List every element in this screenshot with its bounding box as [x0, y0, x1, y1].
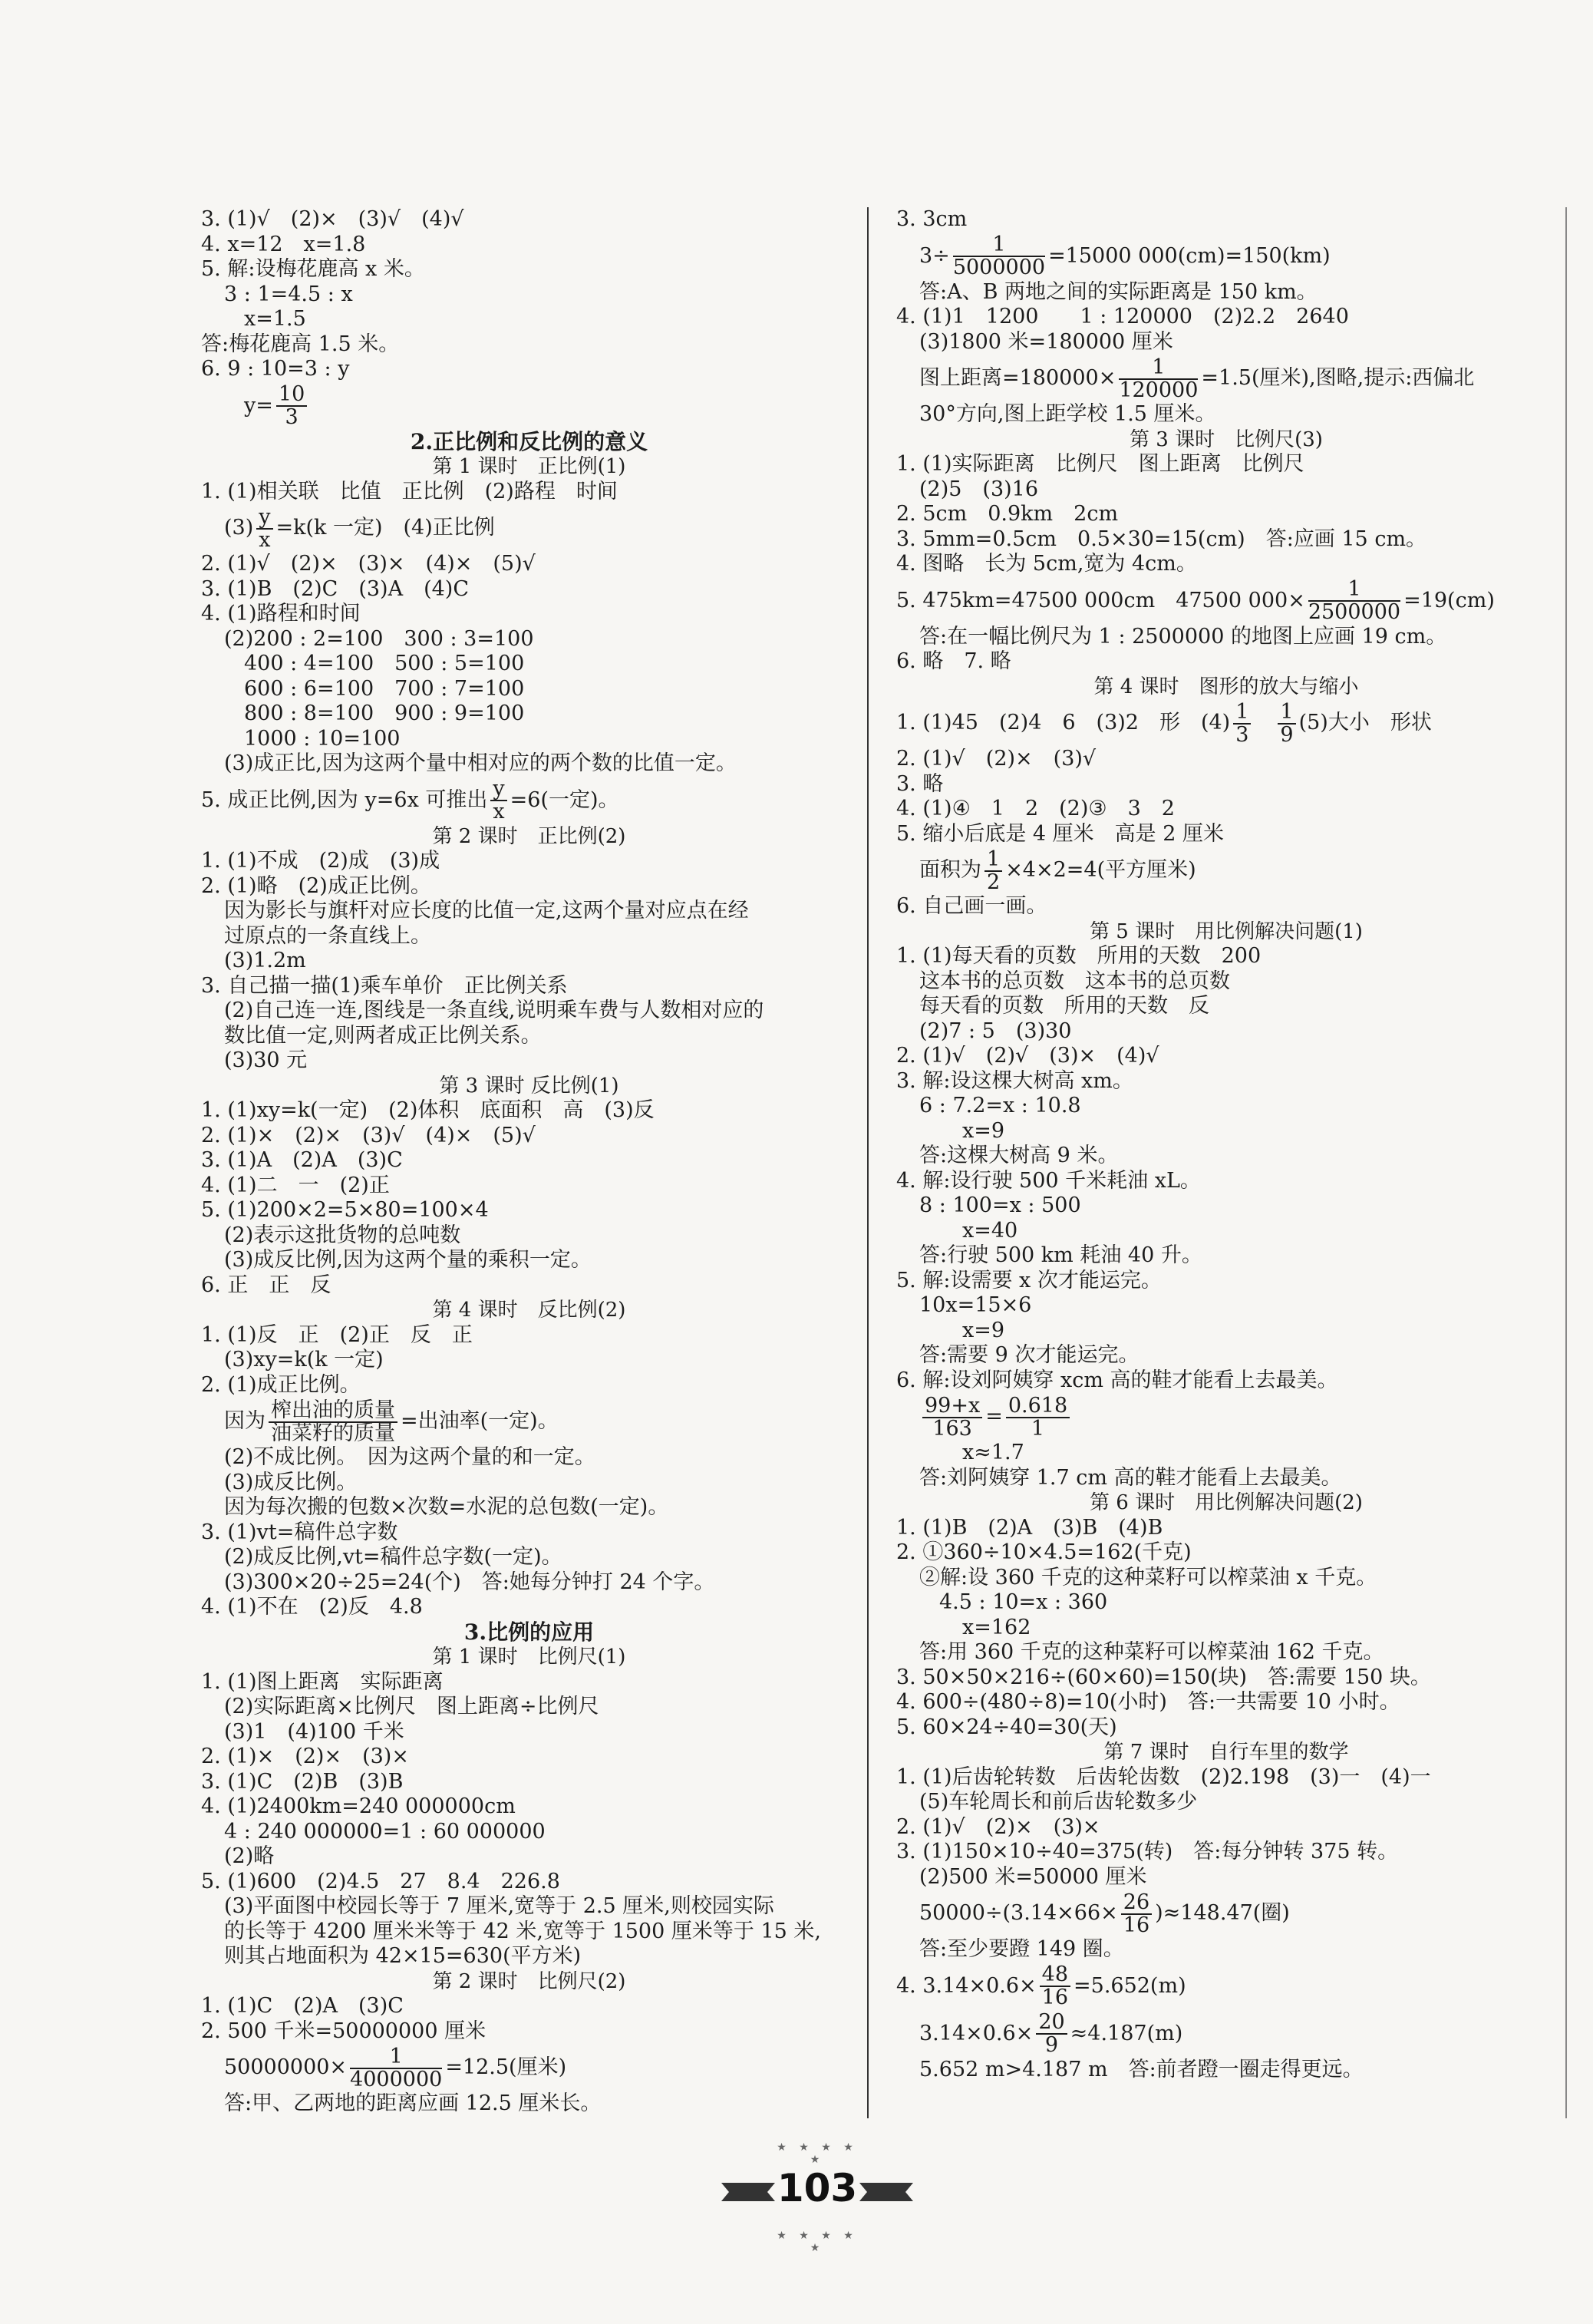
answer-line: 6. 解:设刘阿姨穿 xcm 高的鞋才能看上去最美。 — [896, 1368, 1338, 1392]
answer-line — [896, 355, 1556, 402]
answer-line: 4. 图略 长为 5cm,宽为 4cm。 — [896, 552, 1197, 576]
text: 面积为 — [919, 858, 981, 882]
denominator: 1 — [1031, 1416, 1045, 1441]
text: ≈4.187(m) — [1070, 2021, 1183, 2045]
denominator: 3 — [1235, 722, 1249, 747]
denominator: 163 — [932, 1416, 972, 1441]
numerator: 1 — [1308, 579, 1400, 602]
answer-line: 4. x=12 x=1.8 — [201, 232, 366, 256]
answer-line: 1. (1)每天看的页数 所用的天数 200 — [896, 944, 1262, 968]
text: = — [985, 1405, 1003, 1428]
lesson-title: 第 4 课时 图形的放大与缩小 — [1093, 675, 1359, 698]
answer-line: 400 : 4=100 500 : 5=100 — [244, 652, 525, 675]
text: 5. 475km=47500 000cm 47500 000× — [896, 588, 1305, 612]
text: =6(一定)。 — [510, 787, 619, 812]
answer-line: x=9 — [962, 1118, 1005, 1143]
fraction — [1119, 357, 1198, 401]
answer-line: (3)300×20÷25=24(个) 答:她每分钟打 24 个字。 — [224, 1570, 715, 1594]
lesson-title: 第 4 课时 反比例(2) — [432, 1299, 626, 1322]
text: 5. 成正比例,因为 y=6x 可推出 — [201, 787, 488, 812]
answer-line — [896, 847, 1556, 894]
answer-line: 3. 3cm — [896, 207, 968, 231]
section-title: 3.比例的应用 — [463, 1619, 595, 1645]
numerator: 26 — [1121, 1892, 1152, 1915]
answer-line: 答:用 360 千克的这种菜籽可以榨菜油 162 千克。 — [919, 1640, 1384, 1664]
answer-line: 2. (1)√ (2)× (3)√ — [896, 747, 1097, 771]
answer-line: (2)7 : 5 (3)30 — [919, 1018, 1072, 1043]
answer-line: 30°方向,图上距学校 1.5 厘米。 — [919, 402, 1216, 426]
numerator: 0.618 — [1006, 1395, 1070, 1418]
answer-line: x=9 — [962, 1318, 1005, 1342]
lesson-title: 第 1 课时 比例尺(1) — [432, 1646, 626, 1669]
numerator: 1 — [350, 2046, 442, 2069]
answer-line: 2. (1)√ (2)× (3)× — [896, 1814, 1100, 1839]
answer-line: 答:梅花鹿高 1.5 米。 — [201, 332, 400, 356]
fraction — [984, 849, 1002, 893]
answer-line: 5. 解:设需要 x 次才能运完。 — [896, 1268, 1162, 1292]
answer-line: 5. (1)200×2=5×80=100×4 — [201, 1198, 489, 1222]
text: =5.652(m) — [1074, 1973, 1186, 1998]
answer-line: 6. 正 正 反 — [201, 1273, 331, 1297]
numerator: y — [490, 778, 506, 801]
text: (5)大小 形状 — [1298, 711, 1432, 735]
answer-line — [896, 1890, 1556, 1937]
answer-line: (3)成反比例。 — [224, 1470, 358, 1494]
left-column — [201, 207, 857, 2117]
answer-line — [201, 777, 857, 824]
answer-line: 1. (1)实际距离 比例尺 图上距离 比例尺 — [896, 452, 1304, 476]
answer-line: 3. (1)C (2)B (3)B — [201, 1769, 404, 1794]
fraction — [1006, 1395, 1070, 1440]
lesson-title: 第 3 课时 反比例(1) — [439, 1074, 619, 1098]
answer-line: 3. (1)150×10÷40=375(转) 答:每分钟转 375 转。 — [896, 1840, 1399, 1863]
answer-line: (2)200 : 2=100 300 : 3=100 — [224, 626, 534, 651]
denominator: x — [259, 527, 271, 552]
answer-line: 3. 5mm=0.5cm 0.5×30=15(cm) 答:应画 15 cm。 — [896, 527, 1427, 551]
numerator: y — [256, 507, 272, 530]
text: 1. (1)45 (2)4 6 (3)2 形 (4) — [896, 711, 1231, 735]
lesson-title: 第 2 课时 比例尺(2) — [432, 1969, 626, 1993]
answer-line: (2)实际距离×比例尺 图上距离÷比例尺 — [224, 1695, 599, 1718]
lesson-title: 第 5 课时 用比例解决问题(1) — [1090, 919, 1363, 943]
fraction — [269, 1400, 397, 1444]
answer-line: 2. 5cm 0.9km 2cm — [896, 502, 1119, 526]
numerator: 20 — [1036, 2012, 1067, 2035]
answer-line: 答:刘阿姨穿 1.7 cm 高的鞋才能看上去最美。 — [919, 1465, 1342, 1490]
answer-line: 4. (1)不在 (2)反 4.8 — [201, 1595, 423, 1619]
answer-line: 过原点的一条直线上。 — [224, 923, 431, 948]
answer-line: 4. (1)1 1200 1 : 120000 (2)2.2 2640 — [896, 305, 1349, 328]
numerator: 1 — [953, 234, 1045, 257]
fraction — [490, 778, 506, 823]
text: ×4×2=4(平方厘米) — [1005, 858, 1196, 882]
answer-line: 6. 自己画一画。 — [896, 894, 1047, 918]
answer-line: 则其占地面积为 42×15=630(平方米) — [224, 1944, 582, 1968]
answer-line: 1. (1)图上距离 实际距离 — [201, 1669, 444, 1694]
answer-line: 2. (1)略 (2)成正比例。 — [201, 873, 431, 898]
answer-line: 1. (1)C (2)A (3)C — [201, 1994, 404, 2018]
denominator: x — [493, 800, 505, 824]
answer-line: ②解:设 360 千克的这种菜籽可以榨菜油 x 千克。 — [919, 1565, 1377, 1589]
answer-line — [201, 504, 857, 552]
answer-line: 1. (1)B (2)A (3)B (4)B — [896, 1515, 1163, 1540]
answer-line: 的长等于 4200 厘米米等于 42 米,宽等于 1500 厘米等于 15 米, — [224, 1919, 821, 1943]
fraction — [1278, 701, 1295, 746]
answer-line: 1. (1)反 正 (2)正 反 正 — [201, 1322, 473, 1347]
answer-line — [896, 1393, 1556, 1441]
denominator: 油菜籽的质量 — [271, 1421, 395, 1445]
text: =15000 000(cm)=150(km) — [1048, 243, 1331, 268]
answer-line: 因为影长与旗杆对应长度的比值一定,这两个量对应点在经 — [224, 899, 749, 923]
answer-line: 4. 解:设行驶 500 千米耗油 xL。 — [896, 1168, 1201, 1193]
text: y= — [244, 393, 273, 418]
answer-line: 6 : 7.2=x : 10.8 — [919, 1094, 1081, 1117]
answer-line: 2. (1)√ (2)× (3)× (4)× (5)√ — [201, 552, 536, 576]
answer-line: x=40 — [962, 1218, 1018, 1243]
answer-line: 8 : 100=x : 500 — [919, 1193, 1081, 1217]
text: )≈148.47(圈) — [1155, 1901, 1290, 1925]
denominator: 120000 — [1119, 378, 1199, 402]
lesson-title: 第 2 课时 正比例(2) — [432, 824, 626, 848]
text: =19(cm) — [1403, 588, 1495, 612]
answer-line: 3. 略 — [896, 771, 944, 796]
fraction — [953, 234, 1045, 279]
answer-line: 800 : 8=100 900 : 9=100 — [244, 701, 525, 725]
text: 50000000× — [224, 2055, 348, 2079]
denominator: 4000000 — [350, 2067, 443, 2091]
answer-line: 2. ①360÷10×4.5=162(千克) — [896, 1540, 1192, 1564]
fraction — [256, 504, 272, 552]
answer-line: 2. (1)成正比例。 — [201, 1372, 361, 1397]
answer-line: 5. (1)600 (2)4.5 27 8.4 226.8 — [201, 1869, 560, 1893]
answer-line: 答:至少要蹬 149 圈。 — [919, 1937, 1124, 1961]
answer-line: (3)30 元 — [224, 1048, 308, 1072]
answer-line: 1. (1)不成 (2)成 (3)成 — [201, 849, 440, 873]
fraction — [1040, 1964, 1070, 2009]
right-column — [896, 207, 1556, 2082]
answer-line: 因为每次搬的包数×次数=水泥的总包数(一定)。 — [224, 1495, 669, 1519]
answer-line: 6. 9 : 10=3 : y — [201, 357, 350, 381]
answer-line: 每天看的页数 所用的天数 反 — [919, 994, 1209, 1018]
denominator: 2 — [987, 870, 1001, 894]
answer-line — [201, 382, 857, 430]
denominator: 2500000 — [1308, 600, 1401, 624]
text: 4. 3.14×0.6× — [896, 1973, 1037, 1998]
section-title: 2.正比例和反比例的意义 — [410, 428, 648, 454]
text: 因为 — [224, 1409, 266, 1433]
answer-line: 600 : 6=100 700 : 7=100 — [244, 676, 525, 701]
answer-line: 2. 500 千米=50000000 厘米 — [201, 2019, 486, 2043]
answer-line: (2)表示这批货物的总吨数 — [224, 1223, 461, 1247]
column-divider — [867, 207, 869, 2118]
answer-line: 3. (1)B (2)C (3)A (4)C — [201, 576, 469, 601]
lesson-title: 第 3 课时 比例尺(3) — [1130, 427, 1323, 451]
text: =1.5(厘米),图略,提示:西偏北 — [1201, 366, 1475, 390]
denominator: 5000000 — [952, 256, 1046, 279]
answer-line: 答:甲、乙两地的距离应画 12.5 厘米长。 — [224, 2091, 602, 2115]
answer-line: 5. 解:设梅花鹿高 x 米。 — [201, 257, 425, 281]
denominator: 9 — [1280, 722, 1294, 747]
text: 图上距离=180000× — [919, 366, 1116, 390]
lesson-title: 第 1 课时 正比例(1) — [432, 455, 626, 478]
answer-line: 答:行驶 500 km 耗油 40 升。 — [919, 1243, 1202, 1267]
answer-line: (2)5 (3)16 — [919, 477, 1039, 501]
denominator: 16 — [1123, 1913, 1150, 1937]
answer-line: (2)自己连一连,图线是一条直线,说明乘车费与人数相对应的 — [224, 999, 764, 1022]
answer-line: (3)成正比,因为这两个量中相对应的两个数的比值一定。 — [224, 751, 737, 775]
fraction — [1121, 1892, 1152, 1936]
denominator: 3 — [285, 405, 298, 429]
numerator: 1 — [1233, 701, 1251, 725]
fraction — [1036, 2012, 1067, 2056]
answer-line: 答:在一幅比例尺为 1 : 2500000 的地图上应画 19 cm。 — [919, 624, 1447, 649]
answer-line: 答:A、B 两地之间的实际距离是 150 km。 — [919, 279, 1318, 304]
denominator: 9 — [1044, 2033, 1059, 2057]
answer-line: 3. (1)√ (2)× (3)√ (4)√ — [201, 207, 464, 231]
answer-line: (3)xy=k(k 一定) — [224, 1348, 384, 1372]
answer-line: 6. 略 7. 略 — [896, 649, 1011, 673]
answer-line: 1000 : 10=100 — [244, 726, 401, 751]
answer-line: 2. (1)√ (2)√ (3)× (4)√ — [896, 1044, 1159, 1068]
numerator: 99+x — [922, 1395, 982, 1418]
answer-line: 5.652 m>4.187 m 答:前者蹬一圈走得更远。 — [919, 2057, 1364, 2081]
numerator: 1 — [984, 849, 1002, 872]
answer-line: 答:需要 9 次才能运完。 — [919, 1343, 1140, 1367]
answer-line — [896, 1963, 1556, 2010]
right-ribbon-icon — [852, 2177, 913, 2207]
answer-line: (2)略 — [224, 1844, 275, 1868]
answer-line: 4. (1)路程和时间 — [201, 602, 361, 626]
answer-line: (2)500 米=50000 厘米 — [919, 1864, 1147, 1889]
answer-line: (3)1.2m — [224, 949, 306, 972]
answer-line: 1. (1)xy=k(一定) (2)体积 底面积 高 (3)反 — [201, 1098, 655, 1122]
answer-line: 2. (1)× (2)× (3)× — [201, 1745, 409, 1768]
star-ornament-top: ★ ★ ★ ★ ★ — [777, 2141, 858, 2166]
text: 3÷ — [919, 243, 950, 268]
answer-line: 这本书的总页数 这本书的总页数 — [919, 969, 1230, 993]
lesson-title: 第 6 课时 用比例解决问题(2) — [1090, 1491, 1363, 1514]
denominator: 16 — [1041, 1986, 1069, 2009]
answer-line: 4. (1)④ 1 2 (2)③ 3 2 — [896, 797, 1175, 820]
fraction — [1233, 701, 1251, 746]
answer-line: 10x=15×6 — [919, 1293, 1032, 1317]
answer-line: (3)平面图中校园长等于 7 厘米,宽等于 2.5 厘米,则校园实际 — [224, 1894, 774, 1918]
answer-line: 4.5 : 10=x : 360 — [939, 1590, 1108, 1614]
answer-line: 4. (1)2400km=240 000000cm — [201, 1794, 516, 1818]
text: =出油率(一定)。 — [401, 1409, 559, 1433]
answer-line: (5)车轮周长和前后齿轮数多少 — [919, 1790, 1198, 1814]
answer-line: x=162 — [962, 1615, 1031, 1639]
fraction — [276, 384, 307, 428]
answer-line: 3 : 1=4.5 : x — [224, 282, 353, 306]
answer-line: (3)成反比例,因为这两个量的乘积一定。 — [224, 1248, 592, 1272]
answer-line: 数比值一定,则两者成正比例关系。 — [224, 1023, 542, 1048]
text: =k(k 一定) (4)正比例 — [275, 516, 495, 540]
numerator: 榨出油的质量 — [269, 1400, 397, 1423]
answer-line: 4. 600÷(480÷8)=10(小时) 答:一共需要 10 小时。 — [896, 1690, 1400, 1714]
numerator: 10 — [276, 384, 307, 407]
answer-line — [201, 2044, 857, 2091]
answer-line — [896, 577, 1556, 625]
fraction — [922, 1395, 982, 1440]
text: (3) — [224, 516, 254, 540]
text: =12.5(厘米) — [445, 2055, 567, 2079]
answer-line: 4. (1)二 一 (2)正 — [201, 1173, 390, 1197]
answer-line — [896, 233, 1556, 280]
text: 50000÷(3.14×66× — [919, 1901, 1118, 1925]
star-ornament-bottom: ★ ★ ★ ★ ★ — [777, 2230, 858, 2254]
numerator: 1 — [1119, 357, 1198, 380]
answer-line: 答:这棵大树高 9 米。 — [919, 1144, 1119, 1167]
answer-line: (3)1 (4)100 千米 — [224, 1719, 404, 1744]
answer-line: 3. (1)A (2)A (3)C — [201, 1148, 403, 1172]
fraction — [350, 2046, 442, 2091]
answer-line: (3)1800 米=180000 厘米 — [919, 329, 1173, 354]
answer-line: 3. (1)vt=稿件总字数 — [201, 1520, 398, 1544]
answer-line: x=1.5 — [244, 307, 306, 331]
answer-line: 5. 缩小后底是 4 厘米 高是 2 厘米 — [896, 821, 1225, 846]
answer-line: (2)不成比例。 因为这两个量的和一定。 — [224, 1445, 595, 1469]
fraction — [1308, 579, 1400, 623]
numerator: 1 — [1278, 701, 1295, 725]
answer-line: 5. 60×24÷40=30(天) — [896, 1715, 1117, 1739]
answer-line — [201, 1398, 857, 1445]
answer-line — [896, 2010, 1556, 2058]
answer-line: x≈1.7 — [962, 1441, 1024, 1464]
numerator: 48 — [1040, 1964, 1070, 1987]
answer-line: 4 : 240 000000=1 : 60 000000 — [224, 1819, 546, 1844]
answer-line: 1. (1)后齿轮转数 后齿轮齿数 (2)2.198 (3)一 (4)一 — [896, 1764, 1431, 1789]
answer-line: 3. 50×50×216÷(60×60)=150(块) 答:需要 150 块。 — [896, 1665, 1431, 1689]
text: 3.14×0.6× — [919, 2021, 1034, 2045]
lesson-title: 第 7 课时 自行车里的数学 — [1103, 1741, 1349, 1764]
answer-line: 2. (1)× (2)× (3)√ (4)× (5)√ — [201, 1123, 536, 1147]
answer-line: (2)成反比例,vt=稿件总字数(一定)。 — [224, 1545, 562, 1569]
answer-line: 3. 解:设这棵大树高 xm。 — [896, 1068, 1133, 1093]
answer-line — [896, 699, 1556, 747]
page-number: 103 — [777, 2166, 858, 2210]
page-edge-line — [1565, 207, 1567, 2118]
answer-line: 3. 自己描一描(1)乘车单价 正比例关系 — [201, 973, 568, 998]
answer-line: 1. (1)相关联 比值 正比例 (2)路程 时间 — [201, 479, 618, 503]
